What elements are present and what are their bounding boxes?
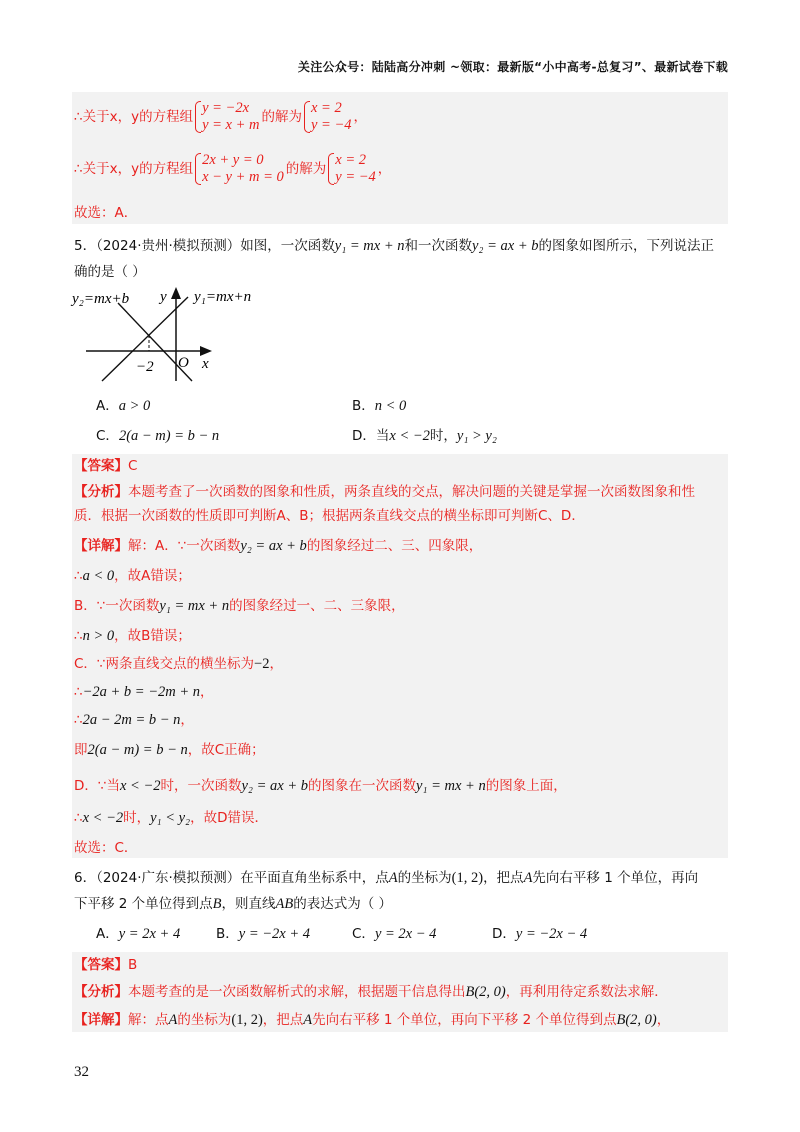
q5-detail-line1: 【详解】解：A．∵一次函数y₂ = ax + b的图象经过二、三、四象限，: [74, 538, 483, 554]
q5-graph: [72, 285, 252, 385]
text: ，: [377, 161, 392, 177]
q6-option-c[interactable]: C．y = 2x − 4: [352, 926, 437, 942]
q5-detail-line7: ∴2a − 2m = b − n，: [74, 712, 194, 728]
solution-system: x = 2 y = −4: [304, 100, 352, 134]
page-header: 关注公众号：陆陆高分冲刺 ~领取：最新版“小中高考-总复习”、最新试卷下载: [297, 60, 728, 74]
label-m2: −2: [136, 359, 154, 375]
x-axis-arrow: [200, 346, 212, 356]
q6-option-a[interactable]: A．y = 2x + 4: [96, 926, 181, 942]
label-y: y: [160, 289, 167, 305]
q5-option-b[interactable]: B．n < 0: [352, 398, 407, 414]
prev-solution-line1: [74, 98, 367, 136]
q5-analysis-line2: 质．根据一次函数的性质即可判断A、B；根据两条直线交点的横坐标即可判断C、D．: [74, 508, 585, 524]
q5-detail-line8: 即2(a − m) = b − n，故C正确；: [74, 742, 265, 758]
q5-option-d[interactable]: D．当x < −2时，y₁ > y₂: [352, 428, 497, 444]
q5-stem-line2: 确的是（ ）: [74, 264, 146, 280]
q6-stem-line1: 6．（2024·广东·模拟预测）在平面直角坐标系中，点A的坐标为(1, 2)，把点A先向右平移 1 个单位，再向: [74, 870, 699, 886]
equation-system: y = −2x y = x + m: [195, 100, 259, 134]
equation-system: 2x + y = 0 x − y + m = 0: [195, 152, 284, 186]
text: 的解为: [261, 109, 302, 125]
q6-option-b[interactable]: B．y = −2x + 4: [216, 926, 310, 942]
prev-solution-line2: [74, 150, 391, 188]
q5-detail-line6: ∴−2a + b = −2m + n，: [74, 684, 214, 700]
q5-option-a[interactable]: A．a > 0: [96, 398, 151, 414]
q5-analysis-line1: 【分析】本题考查了一次函数的图象和性质，两条直线的交点，解决问题的关键是掌握一次函数图象和性: [74, 484, 695, 500]
q6-option-d[interactable]: D．y = −2x − 4: [492, 926, 588, 942]
q5-detail-line3: B．∵一次函数y₁ = mx + n的图象经过一、二、三象限，: [74, 598, 405, 614]
label-y2: y₂=mx+b: [72, 291, 130, 307]
text: ∴关于x，y的方程组: [74, 161, 194, 177]
text: ∴关于x，y的方程组: [74, 109, 194, 125]
text: ，: [353, 109, 368, 125]
q5-option-c[interactable]: C．2(a − m) = b − n: [96, 428, 220, 444]
label-y1: y₁=mx+n: [194, 289, 252, 305]
prev-solution-answer: 故选：A．: [74, 205, 138, 221]
q5-detail-line10: ∴x < −2时，y₁ < y₂，故D错误．: [74, 810, 269, 826]
solution-system: x = 2 y = −4: [328, 152, 376, 186]
q5-detail-line2: ∴a < 0，故A错误；: [74, 568, 191, 584]
q5-detail-line5: C．∵两条直线交点的横坐标为−2，: [74, 656, 283, 672]
label-x: x: [202, 356, 209, 372]
q5-detail-line4: ∴n > 0，故B错误；: [74, 628, 191, 644]
y-axis-arrow: [171, 287, 181, 299]
text: 的解为: [285, 161, 327, 177]
q5-detail-line9: D．∵当x < −2时，一次函数y₂ = ax + b的图象在一次函数y₁ = mx + n的图象上面，: [74, 778, 567, 794]
q5-stem-line1: 5．（2024·贵州·模拟预测）如图，一次函数y₁ = mx + n和一次函数y₂ = ax + b的图象如图所示，下列说法正: [74, 238, 714, 254]
q6-answer: 【答案】B: [74, 957, 138, 973]
q5-answer: 【答案】C: [74, 458, 138, 474]
label-o: O: [178, 355, 189, 371]
q6-stem-line2: 下平移 2 个单位得到点B，则直线AB的表达式为（ ）: [74, 896, 393, 912]
page-number: 32: [74, 1064, 89, 1080]
q6-analysis: 【分析】本题考查的是一次函数解析式的求解，根据题干信息得出B(2, 0)，再利用待定系数法求解．: [74, 984, 668, 1000]
q5-final-answer: 故选：C．: [74, 840, 138, 856]
q6-detail: 【详解】解：点A的坐标为(1, 2)，把点A先向右平移 1 个单位，再向下平移 2 个单位得到点B(2, 0)，: [74, 1012, 671, 1028]
